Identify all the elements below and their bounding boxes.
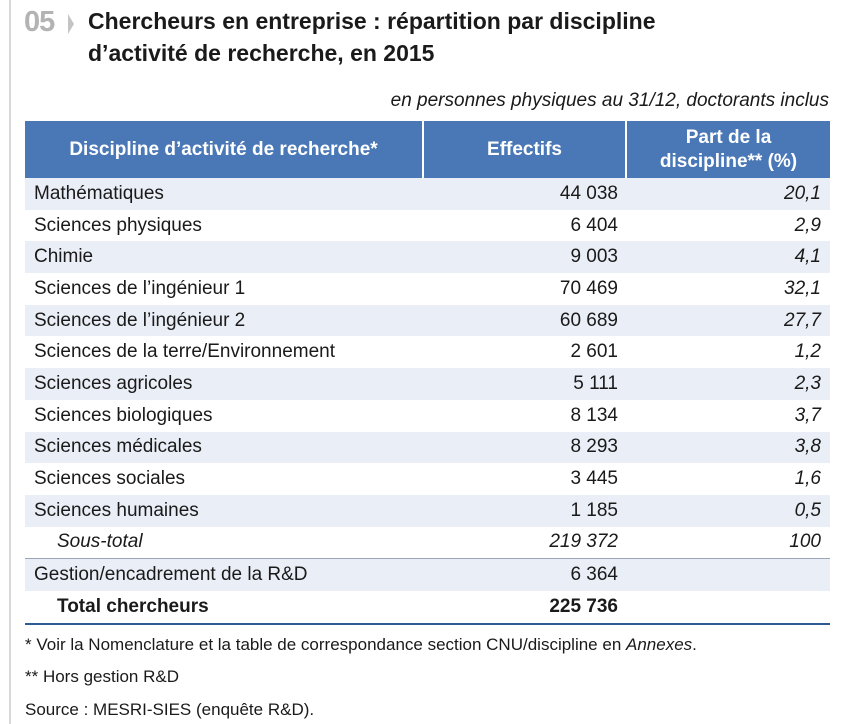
- table-row: [25, 273, 830, 305]
- row-label: Chimie: [25, 241, 423, 273]
- left-margin-rule: [9, 0, 11, 724]
- row-label: Sciences agricoles: [25, 368, 423, 400]
- row-part: 3,8: [626, 432, 830, 464]
- gestion-effectifs: 6 364: [423, 559, 626, 591]
- row-label: Mathématiques: [25, 178, 423, 210]
- header-effectifs: Effectifs: [423, 121, 626, 178]
- subtotal-row: [25, 527, 830, 559]
- total-row: [25, 591, 830, 624]
- subtotal-label: Sous-total: [57, 531, 143, 553]
- row-effectifs: 60 689: [423, 305, 626, 337]
- row-effectifs: 6 404: [570, 214, 618, 236]
- footnote-2: ** Hors gestion R&D: [25, 667, 180, 686]
- row-part: 27,7: [626, 305, 830, 337]
- row-part: 0,5: [626, 495, 830, 527]
- gestion-part: [626, 559, 830, 591]
- table-row: [25, 210, 830, 242]
- row-label: Sciences de l’ingénieur 1: [34, 277, 246, 299]
- row-part: 2,3: [626, 368, 830, 400]
- row-part: 32,1: [784, 277, 821, 299]
- row-effectifs: 2 601: [570, 341, 618, 363]
- unit-note: en personnes physiques au 31/12, doctorants inclus: [390, 90, 829, 111]
- row-effectifs: 8 134: [570, 404, 618, 426]
- header-part: [626, 121, 830, 178]
- row-effectifs: 3 445: [570, 468, 618, 490]
- figure-title: [88, 5, 828, 69]
- row-label: Sciences médicales: [25, 432, 423, 464]
- subtotal-effectifs: 219 372: [549, 531, 618, 553]
- row-part: 20,1: [626, 178, 830, 210]
- table-row: [25, 400, 830, 432]
- gestion-row: [25, 559, 830, 591]
- total-part: [626, 591, 830, 624]
- table-row: [25, 463, 830, 495]
- gestion-label: Gestion/encadrement de la R&D: [25, 559, 423, 591]
- row-label: Sciences de l’ingénieur 2: [25, 305, 423, 337]
- header-part-line2: discipline** (%): [659, 150, 798, 172]
- row-effectifs: 44 038: [423, 178, 626, 210]
- footnote-1: [25, 635, 697, 655]
- row-label: Sciences biologiques: [34, 404, 213, 426]
- table-row: [25, 178, 830, 210]
- row-part: 1,2: [794, 341, 821, 363]
- header-part-line1: Part de la: [685, 126, 772, 148]
- total-label: Total chercheurs: [25, 591, 423, 624]
- row-part: 1,6: [794, 468, 821, 490]
- chevron-right-icon: [68, 14, 74, 34]
- figure-title-line2: d’activité de recherche, en 2015: [88, 40, 435, 66]
- table-row: [25, 305, 830, 337]
- row-part: 2,9: [794, 214, 821, 236]
- data-table: [25, 121, 830, 625]
- row-label: Sciences physiques: [34, 214, 202, 236]
- row-label: Sciences sociales: [34, 468, 186, 490]
- header-discipline: Discipline d’activité de recherche*: [25, 121, 423, 178]
- row-label: Sciences de la terre/Environnement: [34, 341, 335, 363]
- subtotal-part: 100: [789, 531, 821, 553]
- row-effectifs: 8 293: [423, 432, 626, 464]
- table-row: [25, 495, 830, 527]
- row-effectifs: 70 469: [559, 277, 618, 299]
- footnote-1-annexes: Annexes: [626, 635, 693, 654]
- table-row: [25, 368, 830, 400]
- figure-number: 05: [24, 6, 55, 38]
- table-header-row: [25, 121, 830, 178]
- row-label: Sciences humaines: [25, 495, 423, 527]
- total-effectifs: 225 736: [423, 591, 626, 624]
- row-effectifs: 1 185: [423, 495, 626, 527]
- source-note: Source : MESRI-SIES (enquête R&D).: [25, 700, 315, 719]
- footnote-1-end: .: [692, 635, 697, 654]
- row-effectifs: 9 003: [423, 241, 626, 273]
- row-part: 4,1: [626, 241, 830, 273]
- row-effectifs: 5 111: [423, 368, 626, 400]
- table-row: [25, 432, 830, 464]
- table-row: [25, 336, 830, 368]
- row-part: 3,7: [794, 404, 821, 426]
- table-row: [25, 241, 830, 273]
- footnote-1-text: * Voir la Nomenclature et la table de correspondance section CNU/discipline en: [25, 635, 626, 654]
- figure-title-line1: Chercheurs en entreprise : répartition par discipline: [88, 8, 656, 34]
